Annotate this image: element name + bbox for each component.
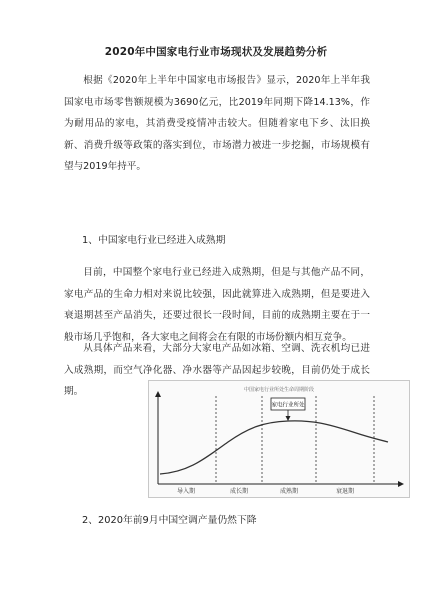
lifecycle-chart: [148, 380, 410, 498]
section-heading-ac-output: 2、2020年前9月中国空调产量仍然下降: [82, 515, 257, 526]
section-heading-maturity: 1、中国家电行业已经进入成熟期: [82, 235, 226, 246]
stage-label-decline: 衰退期: [335, 488, 355, 495]
figure-caption: 中国家电行业所处生命周期阶段: [243, 387, 315, 393]
stage-label-growth: 成长期: [229, 488, 249, 495]
paragraph-product-stages: 从具体产品来看，大部分大家电产品如冰箱、空调、洗衣机均已进入成熟期，而空气净化器、净水器等产品因起步较晚，目前仍处于成长期。: [64, 343, 370, 398]
paragraph-market-overview: 根据《2020年上半年中国家电市场报告》显示，2020年上半年我国家电市场零售额规模为3690亿元，比2019年同期下降14.13%，作为耐用品的家电，其消费受疫情冲击较大。但随着家电下乡、汰旧换新、消费升级等政策的落实到位，市场潜力被进一步挖掘，市场规模有望与2019年持平。: [64, 75, 370, 173]
stage-label-maturity: 成熟期: [279, 488, 299, 495]
document-title: 2020年中国家电行业市场现状及发展趋势分析: [104, 46, 328, 58]
paragraph-maturity-stage: 目前，中国整个家电行业已经进入成熟期，但是与其他产品不同，家电产品的生命力相对来说比较强，因此就算进入成熟期，但是要进入衰退期甚至产品消失，还要过很长一段时间，目前的成熟期主要在于一般市场几乎饱和，各大家电之间将会在有限的市场份额内相互竞争。: [64, 267, 370, 343]
lifecycle-figure: [148, 380, 410, 498]
current-stage-label: 家电行业所处: [271, 402, 305, 409]
stage-label-introduction: 导入期: [176, 488, 196, 495]
